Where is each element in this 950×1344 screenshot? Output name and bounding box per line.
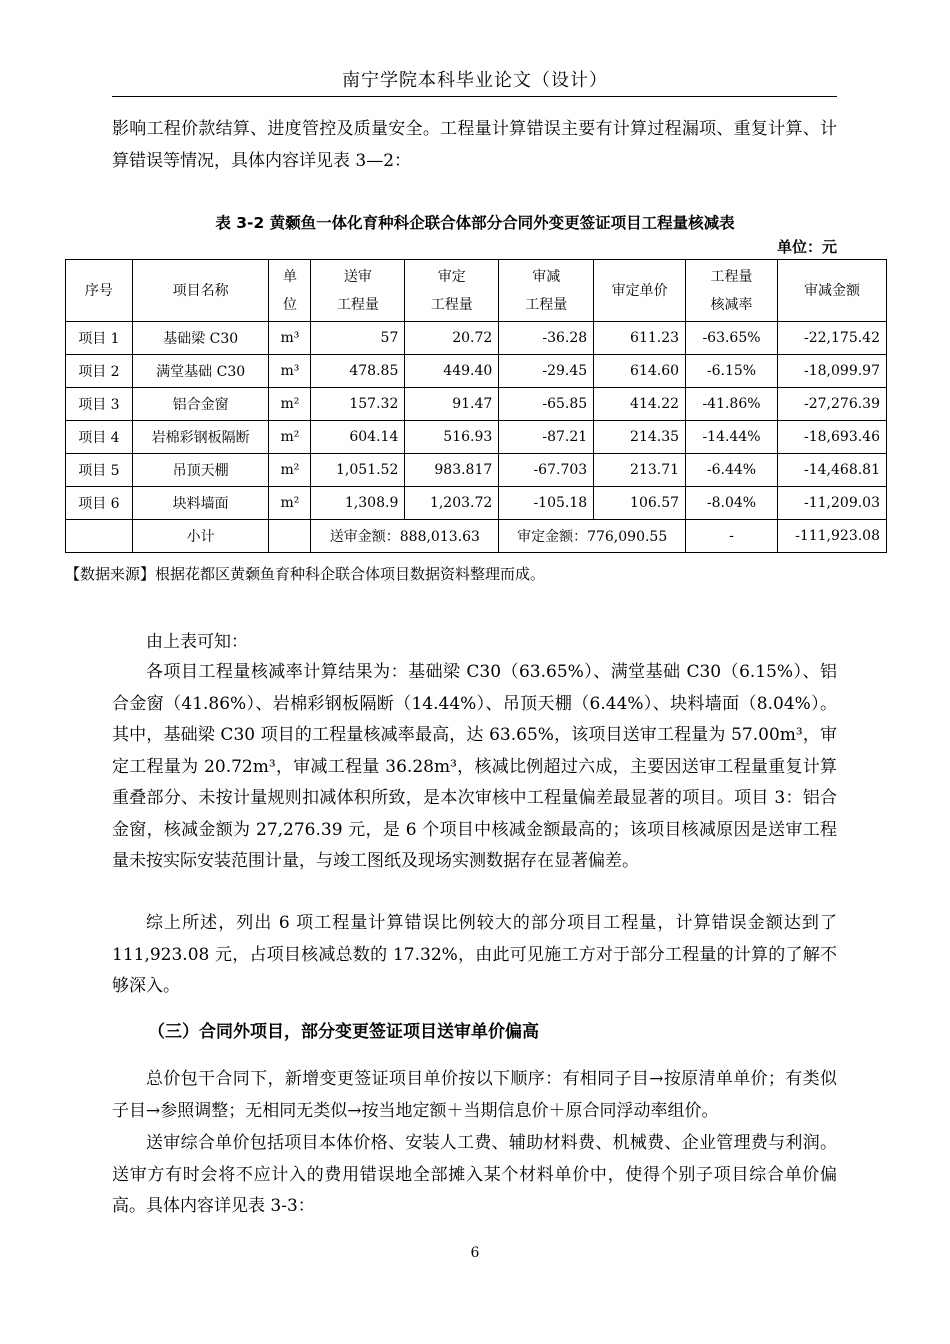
cell-approved: 20.72 xyxy=(405,322,499,355)
cell-empty xyxy=(66,520,133,553)
table-row xyxy=(66,454,887,487)
subtotal-submitted: 送审金额：888,013.63 xyxy=(311,520,499,553)
cell-name: 块料墙面 xyxy=(132,487,269,520)
cell-no: 项目 1 xyxy=(66,322,133,355)
header-price: 审定单价 xyxy=(594,260,686,322)
header-reduced: 审减 工程量 xyxy=(499,260,594,322)
intro-paragraph: 影响工程价款结算、进度管控及质量安全。工程量计算错误主要有计算过程漏项、重复计算、计算错误等情况，具体内容详见表 3—2： xyxy=(112,119,837,171)
running-header: 南宁学院本科毕业论文（设计） xyxy=(342,70,608,91)
cell-rate: -63.65% xyxy=(686,322,778,355)
cell-reduced: -65.85 xyxy=(499,388,594,421)
cell-name: 满堂基础 C30 xyxy=(132,355,269,388)
analysis-paragraph: 各项目工程量核减率计算结果为：基础梁 C30（63.65%）、满堂基础 C30（6.15%）、铝合金窗（41.86%）、岩棉彩钢板隔断（14.44%）、吊顶天棚（6.44%）、块料墙面（8.04%）。其中，基础梁 C30 项目的工程量核减率最高，达 63.65%，该项目送审工程量为 57.00m³，审定工程量为 20.72m³，审减工程量 36.28m³，核减比例超过六成，主要因送审工程量重复计算重叠部分、未按计量规则扣减体积所致，是本次审核中工程量偏差最显著的项目。项目 3：铝合金窗，核减金额为 27,276.39 元，是 6 个项目中核减金额最高的；该项目核减原因是送审工程量未按实际安装范围计量，与竣工图纸及现场实测数据存在显著偏差。 xyxy=(112,662,837,871)
cell-amount: -27,276.39 xyxy=(777,388,886,421)
cell-no: 项目 6 xyxy=(66,487,133,520)
cell-approved: 516.93 xyxy=(405,421,499,454)
header-unit: 单 位 xyxy=(269,260,311,322)
header-approved: 审定 工程量 xyxy=(405,260,499,322)
subtotal-label: 小计 xyxy=(132,520,269,553)
section-paragraph-1: 总价包干合同下，新增变更签证项目单价按以下顺序：有相同子目→按原清单单价；有类似子目→参照调整；无相同无类似→按当地定额＋当期信息价＋原合同浮动率组价。 xyxy=(112,1069,837,1121)
cell-empty xyxy=(269,520,311,553)
header-name: 项目名称 xyxy=(132,260,269,322)
cell-submitted: 604.14 xyxy=(311,421,405,454)
section-heading: （三）合同外项目，部分变更签证项目送审单价偏高 xyxy=(148,1022,539,1042)
cell-price: 611.23 xyxy=(594,322,686,355)
cell-submitted: 57 xyxy=(311,322,405,355)
cell-rate: -6.15% xyxy=(686,355,778,388)
header-no: 序号 xyxy=(66,260,133,322)
cell-name: 岩棉彩钢板隔断 xyxy=(132,421,269,454)
cell-submitted: 1,308.9 xyxy=(311,487,405,520)
cell-no: 项目 5 xyxy=(66,454,133,487)
cell-amount: -18,693.46 xyxy=(777,421,886,454)
subtotal-amount: -111,923.08 xyxy=(777,520,886,553)
cell-approved: 449.40 xyxy=(405,355,499,388)
table-row xyxy=(66,421,887,454)
reduction-table xyxy=(65,259,887,553)
table-subtotal-row xyxy=(66,520,887,553)
cell-price: 214.35 xyxy=(594,421,686,454)
cell-amount: -11,209.03 xyxy=(777,487,886,520)
table-header-row xyxy=(66,260,887,322)
cell-no: 项目 2 xyxy=(66,355,133,388)
cell-unit: m² xyxy=(269,454,311,487)
cell-name: 吊顶天棚 xyxy=(132,454,269,487)
table-unit: 单位：元 xyxy=(776,238,837,256)
header-rate: 工程量 核减率 xyxy=(686,260,778,322)
cell-amount: -18,099.97 xyxy=(777,355,886,388)
cell-price: 414.22 xyxy=(594,388,686,421)
header-divider xyxy=(112,96,837,97)
cell-no: 项目 4 xyxy=(66,421,133,454)
cell-reduced: -87.21 xyxy=(499,421,594,454)
cell-rate: -41.86% xyxy=(686,388,778,421)
table-row xyxy=(66,487,887,520)
table-row xyxy=(66,388,887,421)
cell-approved: 91.47 xyxy=(405,388,499,421)
cell-rate: -6.44% xyxy=(686,454,778,487)
cell-submitted: 1,051.52 xyxy=(311,454,405,487)
section-paragraph-2: 送审综合单价包括项目本体价格、安装人工费、辅助材料费、机械费、企业管理费与利润。送审方有时会将不应计入的费用错误地全部摊入某个材料单价中，使得个别子项目综合单价偏高。具体内容详见表 3-3： xyxy=(112,1133,837,1216)
subtotal-approved: 审定金额：776,090.55 xyxy=(499,520,686,553)
cell-name: 铝合金窗 xyxy=(132,388,269,421)
summary-paragraph: 综上所述，列出 6 项工程量计算错误比例较大的部分项目工程量，计算错误金额达到了 111,923.08 元，占项目核减总数的 17.32%，由此可见施工方对于部分工程量的计算的了解不够深入。 xyxy=(112,913,837,996)
cell-rate: -8.04% xyxy=(686,487,778,520)
cell-submitted: 157.32 xyxy=(311,388,405,421)
cell-price: 614.60 xyxy=(594,355,686,388)
cell-reduced: -29.45 xyxy=(499,355,594,388)
table-row xyxy=(66,355,887,388)
cell-amount: -14,468.81 xyxy=(777,454,886,487)
cell-reduced: -105.18 xyxy=(499,487,594,520)
cell-unit: m³ xyxy=(269,355,311,388)
table-source-note: 【数据来源】根据花都区黄颡鱼育种科企联合体项目数据资料整理而成。 xyxy=(65,565,546,583)
cell-amount: -22,175.42 xyxy=(777,322,886,355)
cell-reduced: -36.28 xyxy=(499,322,594,355)
cell-rate: -14.44% xyxy=(686,421,778,454)
cell-price: 106.57 xyxy=(594,487,686,520)
cell-approved: 1,203.72 xyxy=(405,487,499,520)
cell-submitted: 478.85 xyxy=(311,355,405,388)
cell-name: 基础梁 C30 xyxy=(132,322,269,355)
cell-unit: m² xyxy=(269,421,311,454)
cell-no: 项目 3 xyxy=(66,388,133,421)
cell-approved: 983.817 xyxy=(405,454,499,487)
cell-reduced: -67.703 xyxy=(499,454,594,487)
analysis-intro: 由上表可知： xyxy=(146,632,248,652)
header-amount: 审减金额 xyxy=(777,260,886,322)
cell-unit: m² xyxy=(269,487,311,520)
page-number: 6 xyxy=(470,1245,480,1261)
table-row xyxy=(66,322,887,355)
cell-unit: m³ xyxy=(269,322,311,355)
header-submitted: 送审 工程量 xyxy=(311,260,405,322)
cell-unit: m² xyxy=(269,388,311,421)
cell-price: 213.71 xyxy=(594,454,686,487)
table-caption: 表 3-2 黄颡鱼一体化育种科企联合体部分合同外变更签证项目工程量核减表 xyxy=(215,214,735,232)
subtotal-rate: - xyxy=(686,520,778,553)
